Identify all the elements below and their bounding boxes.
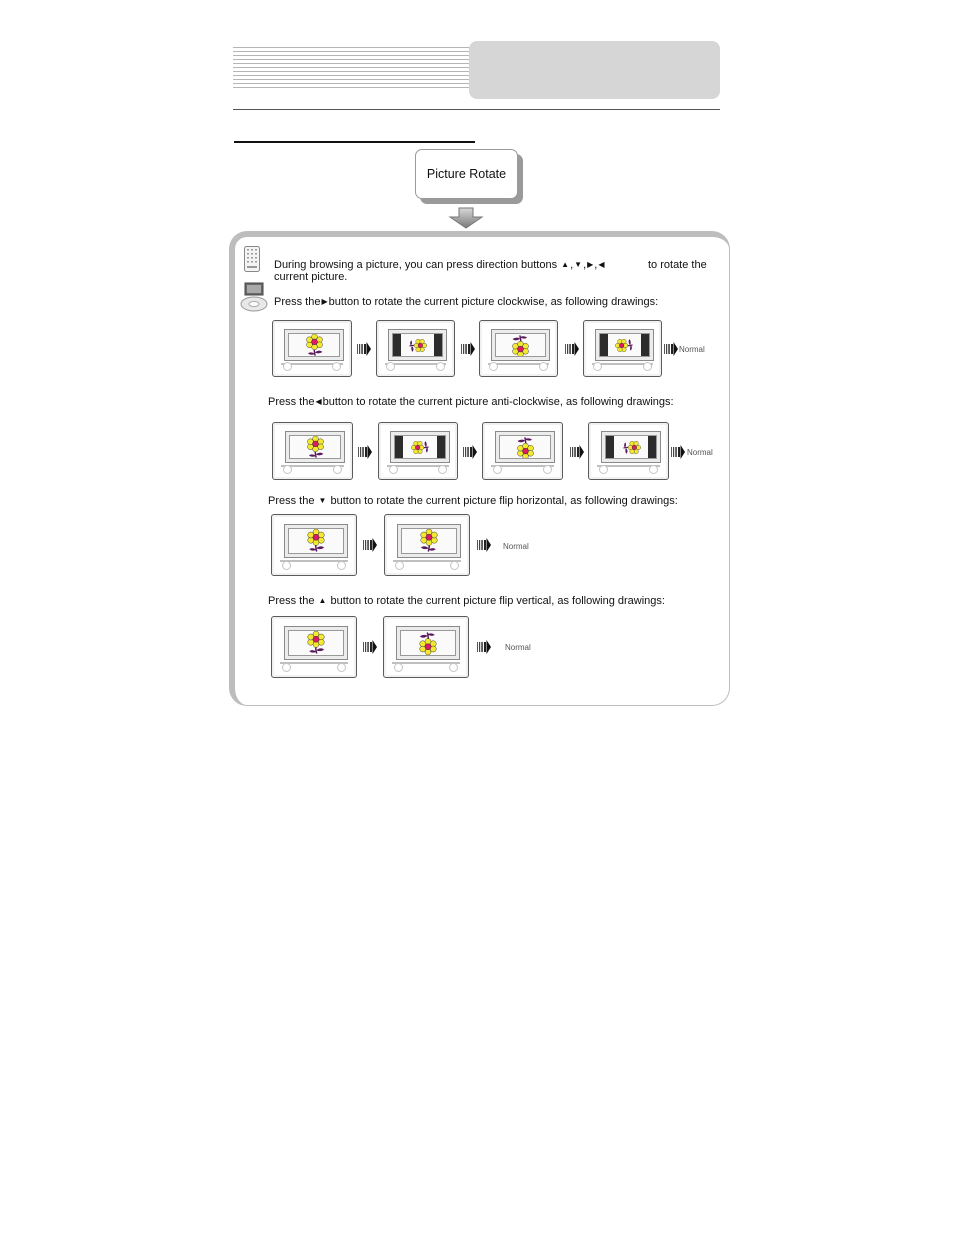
instruction-suffix: button to rotate the current picture flip vertical, as following drawings: <box>330 595 665 607</box>
up-button-icon: ▲ <box>561 260 570 269</box>
down-button-icon: ▼ <box>318 496 327 505</box>
right-button-icon: ▶ <box>587 260 594 269</box>
tv-frame-upright <box>272 320 352 377</box>
next-step-arrow-icon <box>565 342 579 361</box>
intro-text-before: During browsing a picture, you can press direction buttons <box>274 259 558 271</box>
tv-frame-upside-down <box>482 422 563 480</box>
tv-frame-upright <box>271 616 357 678</box>
instruction-suffix: button to rotate the current picture anti-clockwise, as following drawings: <box>322 396 674 408</box>
next-step-arrow-icon <box>463 445 477 464</box>
intro-line-1: During browsing a picture, you can press direction buttons ▲,▼,▶,◀ <box>274 259 605 271</box>
section-rule <box>234 141 475 143</box>
left-button-icon: ◀ <box>598 260 605 269</box>
instruction-anticlockwise <box>268 396 674 408</box>
portable-dvd-player-icon <box>240 282 268 312</box>
normal-label: Normal <box>679 345 705 354</box>
instruction-suffix: button to rotate the current picture flip horizontal, as following drawings: <box>330 495 678 507</box>
tv-frame-rotated-left <box>378 422 458 480</box>
header-tab <box>469 41 720 99</box>
next-step-arrow-icon <box>477 640 491 659</box>
tv-frame-rotated-right <box>376 320 455 377</box>
next-step-arrow-icon <box>357 342 371 361</box>
tv-frame-upside-down <box>383 616 469 678</box>
intro-text-after: to rotate the <box>648 259 707 271</box>
next-step-arrow-icon <box>363 640 377 659</box>
instruction-prefix: Press the <box>268 595 315 607</box>
down-arrow-icon <box>448 207 484 229</box>
normal-label: Normal <box>687 448 713 457</box>
normal-label: Normal <box>503 542 529 551</box>
right-button-icon: ▶ <box>321 297 328 306</box>
remote-control-icon <box>244 246 260 272</box>
next-step-arrow-icon <box>671 445 685 464</box>
picture-rotate-label: Picture Rotate <box>426 167 507 181</box>
instruction-flip-vertical <box>268 595 665 607</box>
tv-frame-mirrored <box>384 514 470 576</box>
left-button-icon: ◀ <box>315 397 322 406</box>
next-step-arrow-icon <box>461 342 475 361</box>
next-step-arrow-icon <box>358 445 372 464</box>
instruction-prefix: Press the <box>268 396 315 408</box>
intro-line-2: current picture. <box>274 271 348 283</box>
picture-rotate-box <box>415 149 518 199</box>
instruction-flip-horizontal <box>268 495 678 507</box>
up-button-icon: ▲ <box>318 596 327 605</box>
header-decorative-lines <box>233 47 471 91</box>
instruction-prefix: Press the <box>274 296 321 308</box>
tv-frame-upright <box>271 514 357 576</box>
tv-frame-rotated-left <box>583 320 662 377</box>
next-step-arrow-icon <box>363 538 377 557</box>
header-rule <box>233 109 720 110</box>
instruction-prefix: Press the <box>268 495 315 507</box>
tv-frame-rotated-right <box>588 422 669 480</box>
next-step-arrow-icon <box>477 538 491 557</box>
instruction-suffix: button to rotate the current picture clockwise, as following drawings: <box>328 296 659 308</box>
instruction-clockwise <box>274 296 658 308</box>
down-button-icon: ▼ <box>574 260 583 269</box>
tv-frame-upside-down <box>479 320 558 377</box>
normal-label: Normal <box>505 643 531 652</box>
tv-frame-upright <box>272 422 353 480</box>
next-step-arrow-icon <box>664 342 678 361</box>
next-step-arrow-icon <box>570 445 584 464</box>
